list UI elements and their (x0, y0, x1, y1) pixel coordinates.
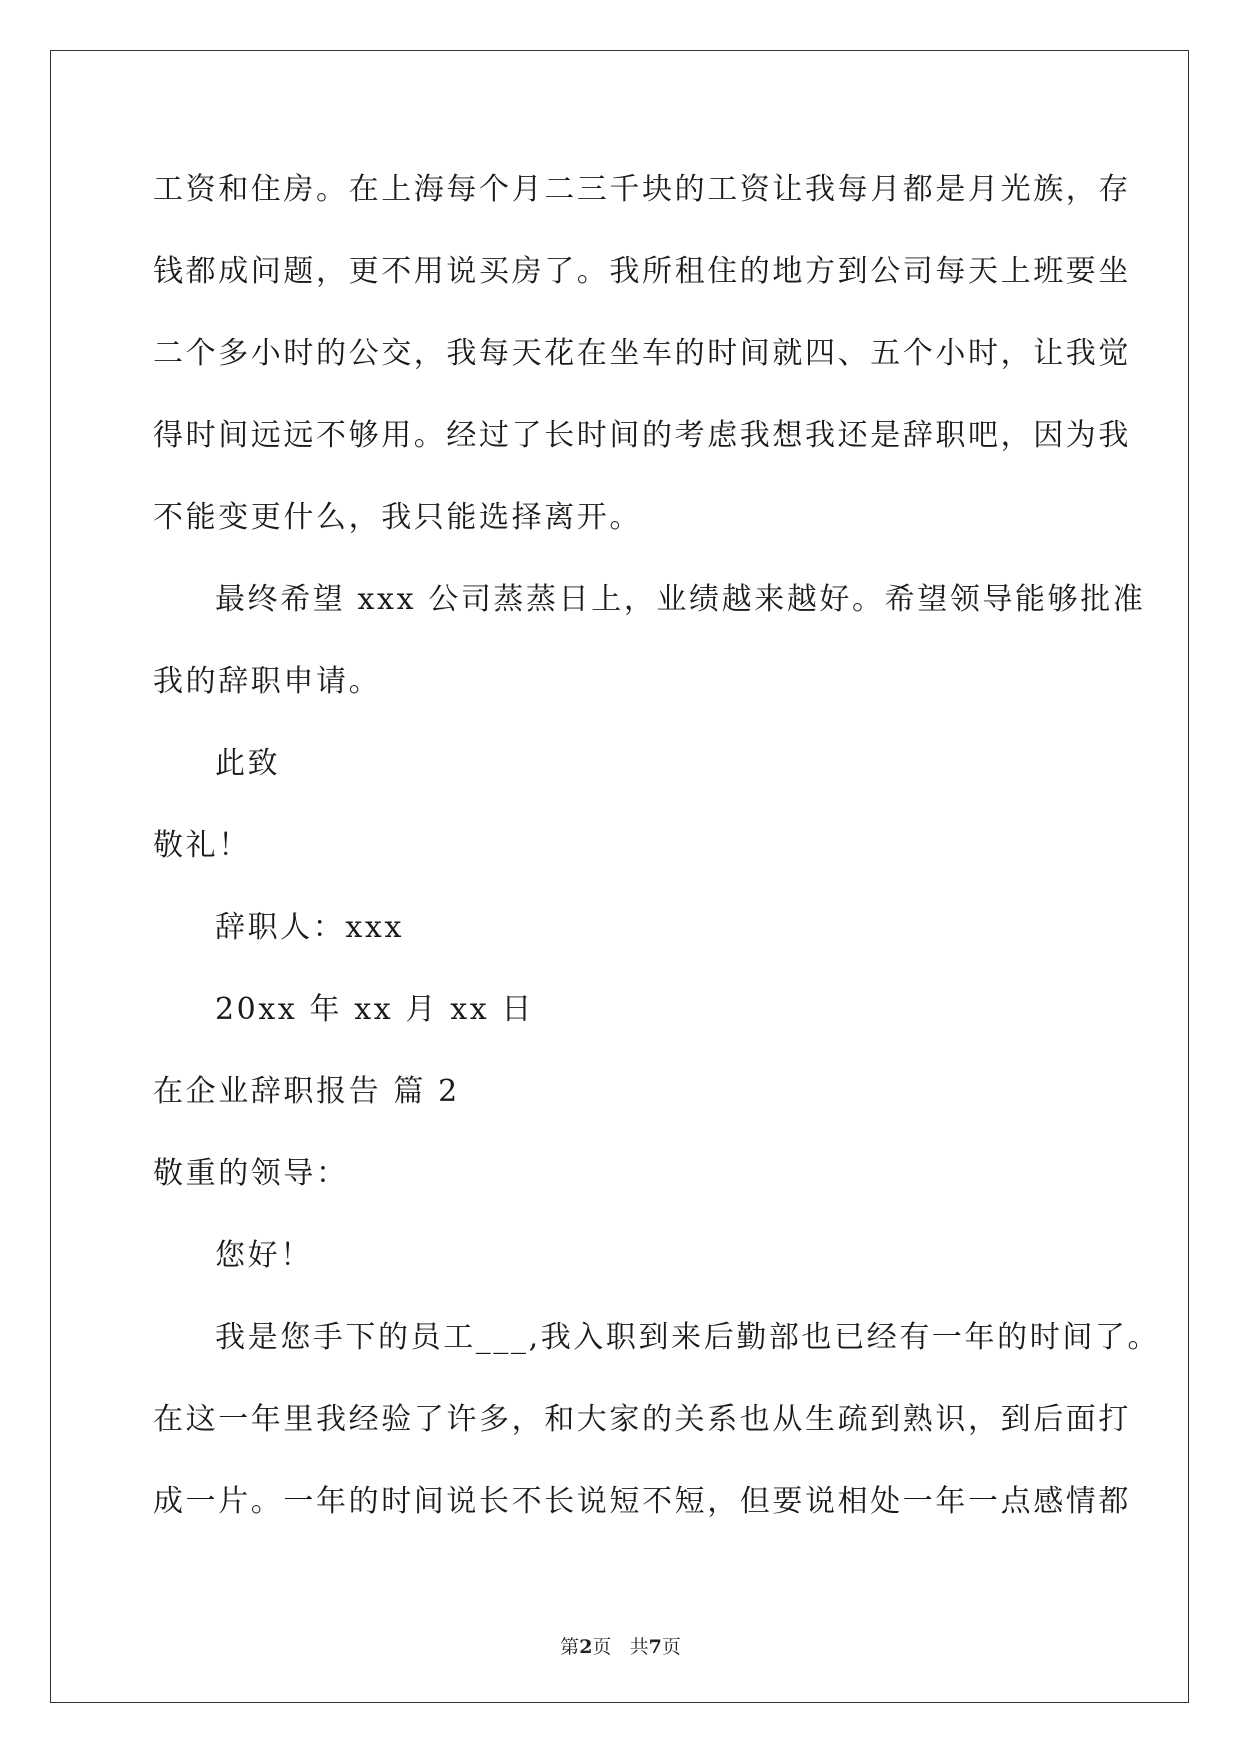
signature-line: 辞职人：xxx (215, 910, 404, 945)
paragraph-line: 最终希望 xxx 公司蒸蒸日上，业绩越来越好。希望领导能够批准 (215, 582, 1146, 617)
footer-page-suffix: 页 (592, 1636, 612, 1658)
footer-page-prefix: 第 (560, 1636, 580, 1658)
paragraph-line: 我的辞职申请。 (153, 664, 382, 699)
paragraph-line: 得时间远远不够用。经过了长时间的考虑我想我还是辞职吧，因为我 (153, 418, 1131, 453)
paragraph-line: 成一片。一年的时间说长不长说短不短，但要说相处一年一点感情都 (153, 1484, 1131, 1519)
paragraph-line: 钱都成问题，更不用说买房了。我所租住的地方到公司每天上班要坐 (153, 254, 1131, 289)
page-footer (0, 1632, 1241, 1659)
paragraph-line: 不能变更什么，我只能选择离开。 (153, 500, 642, 535)
paragraph-line: 二个多小时的公交，我每天花在坐车的时间就四、五个小时，让我觉 (153, 336, 1131, 371)
footer-total-prefix: 共 (629, 1636, 649, 1658)
paragraph-line: 我是您手下的员工___,我入职到来后勤部也已经有一年的时间了。 (215, 1320, 1161, 1355)
footer-total-pages: 7 (648, 1636, 662, 1658)
document-body (153, 160, 1161, 1554)
paragraph-line: 工资和住房。在上海每个月二三千块的工资让我每月都是月光族，存 (153, 172, 1131, 207)
closing-line: 此致 (215, 746, 281, 781)
date-line: 20xx 年 xx 月 xx 日 (215, 992, 534, 1027)
addressee-line: 敬重的领导： (153, 1156, 349, 1191)
greeting-line: 您好！ (215, 1238, 313, 1273)
paragraph-line: 在这一年里我经验了许多，和大家的关系也从生疏到熟识，到后面打 (153, 1402, 1131, 1437)
footer-page-number: 2 (579, 1636, 593, 1658)
section-heading: 在企业辞职报告 篇 2 (153, 1074, 460, 1109)
footer-total-suffix: 页 (661, 1636, 681, 1658)
salutation-line: 敬礼！ (153, 828, 251, 863)
